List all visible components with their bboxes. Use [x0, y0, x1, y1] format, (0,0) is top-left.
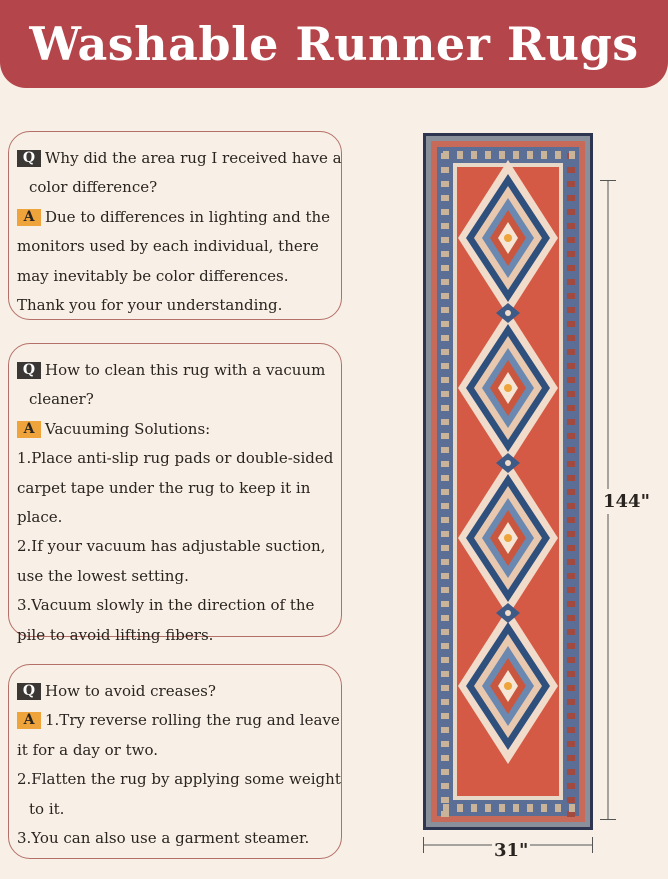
length-label: 144"	[603, 491, 650, 512]
answer-badge: A	[17, 712, 41, 729]
answer-line: pile to avoid lifting fibers.	[17, 625, 214, 644]
rug-svg	[423, 133, 593, 830]
question-line: Q How to avoid creases?	[17, 677, 335, 706]
answer-badge: A	[17, 209, 41, 226]
answer-line: carpet tape under the rug to keep it in	[17, 478, 311, 497]
answer-line: 3.You can also use a garment steamer.	[17, 829, 310, 848]
faq-card-vacuum	[8, 343, 342, 644]
question-line: cleaner?	[29, 390, 94, 409]
answer-line: 1.Place anti-slip rug pads or double-sided	[17, 449, 334, 468]
width-label: 31"	[494, 840, 529, 861]
answer-line: 3.Vacuum slowly in the direction of the	[17, 596, 315, 615]
answer-line: it for a day or two.	[17, 740, 158, 759]
answer-line: A Vacuuming Solutions:	[17, 415, 335, 444]
page-title: Washable Runner Rugs	[29, 17, 639, 71]
answer-line: A 1.Try reverse rolling the rug and leave	[17, 706, 335, 735]
question-badge: Q	[17, 362, 41, 379]
answer-line: 2.Flatten the rug by applying some weight	[17, 770, 341, 789]
answer-line: use the lowest setting.	[17, 566, 189, 585]
answer-line: Thank you for your understanding.	[17, 296, 283, 315]
answer-line: 2.If your vacuum has adjustable suction,	[17, 537, 326, 556]
question-line: Q How to clean this rug with a vacuum	[17, 356, 335, 385]
faq-card-color-difference	[8, 131, 342, 320]
answer-badge: A	[17, 421, 41, 438]
answer-line: may inevitably be color differences.	[17, 266, 289, 285]
title-banner	[0, 0, 668, 88]
answer-line: A Due to differences in lighting and the	[17, 203, 335, 232]
runner-rug-image	[423, 133, 593, 834]
question-line: Q Why did the area rug I received have a	[17, 144, 335, 173]
answer-line: place.	[17, 508, 63, 527]
question-line: color difference?	[29, 178, 158, 197]
question-badge: Q	[17, 683, 41, 700]
answer-line: monitors used by each individual, there	[17, 237, 319, 256]
answer-line: to it.	[29, 799, 65, 818]
faq-card-creases	[8, 664, 342, 859]
question-badge: Q	[17, 150, 41, 167]
